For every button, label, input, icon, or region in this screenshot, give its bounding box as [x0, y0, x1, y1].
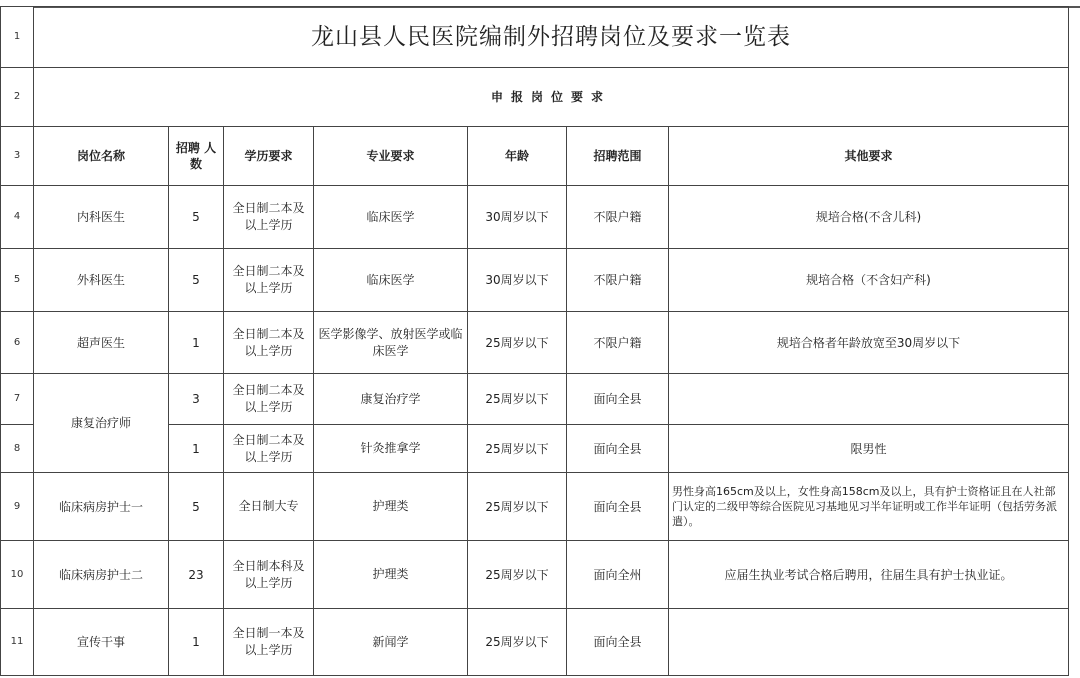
header-age[interactable]: 年龄	[468, 127, 567, 186]
cell-major[interactable]: 康复治疗学	[314, 374, 468, 425]
cell-name[interactable]: 外科医生	[34, 249, 169, 312]
cell-other[interactable]	[669, 609, 1069, 676]
cell-other[interactable]: 规培合格(不含儿科)	[669, 186, 1069, 249]
header-count[interactable]: 招聘 人数	[169, 127, 224, 186]
cell-edu[interactable]: 全日制二本及以上学历	[224, 249, 314, 312]
row-number[interactable]: 5	[1, 249, 34, 312]
row-number[interactable]: 10	[1, 541, 34, 609]
table-row	[1, 312, 1069, 374]
page-title[interactable]: 龙山县人民医院编制外招聘岗位及要求一览表	[34, 7, 1069, 68]
cell-count[interactable]: 3	[169, 374, 224, 425]
cell-count[interactable]: 5	[169, 473, 224, 541]
cell-scope[interactable]: 面向全县	[567, 473, 669, 541]
table-row	[1, 249, 1069, 312]
cell-edu[interactable]: 全日制二本及以上学历	[224, 425, 314, 473]
cell-major[interactable]: 护理类	[314, 473, 468, 541]
cell-other[interactable]: 男性身高165cm及以上，女性身高158cm及以上，具有护士资格证且在人社部门认定的二级甲等综合医院见习基地见习半年证明或工作半年证明（包括劳务派遣）。	[669, 473, 1069, 541]
cell-name[interactable]: 临床病房护士二	[34, 541, 169, 609]
cell-other[interactable]: 限男性	[669, 425, 1069, 473]
cell-count[interactable]: 23	[169, 541, 224, 609]
cell-age[interactable]: 30周岁以下	[468, 186, 567, 249]
cell-age[interactable]: 25周岁以下	[468, 609, 567, 676]
cell-age[interactable]: 25周岁以下	[468, 473, 567, 541]
table-row	[1, 374, 1069, 425]
cell-major[interactable]: 新闻学	[314, 609, 468, 676]
row-number[interactable]: 6	[1, 312, 34, 374]
header-scope[interactable]: 招聘范围	[567, 127, 669, 186]
row-number[interactable]: 2	[1, 68, 34, 127]
subtitle[interactable]: 申报岗位要求	[34, 68, 1069, 127]
cell-edu[interactable]: 全日制二本及以上学历	[224, 374, 314, 425]
cell-other[interactable]: 应届生执业考试合格后聘用，往届生具有护士执业证。	[669, 541, 1069, 609]
row-number[interactable]: 3	[1, 127, 34, 186]
cell-major[interactable]: 临床医学	[314, 249, 468, 312]
cell-name[interactable]: 内科医生	[34, 186, 169, 249]
cell-age[interactable]: 25周岁以下	[468, 374, 567, 425]
header-edu[interactable]: 学历要求	[224, 127, 314, 186]
row-number[interactable]: 1	[1, 7, 34, 68]
cell-scope[interactable]: 面向全县	[567, 609, 669, 676]
cell-count[interactable]: 5	[169, 186, 224, 249]
recruitment-table	[0, 6, 1069, 676]
cell-name[interactable]: 康复治疗师	[34, 374, 169, 473]
cell-name[interactable]: 超声医生	[34, 312, 169, 374]
cell-other[interactable]: 规培合格者年龄放宽至30周岁以下	[669, 312, 1069, 374]
row-number[interactable]: 8	[1, 425, 34, 473]
cell-age[interactable]: 25周岁以下	[468, 425, 567, 473]
cell-scope[interactable]: 不限户籍	[567, 312, 669, 374]
cell-count[interactable]: 1	[169, 312, 224, 374]
cell-name[interactable]: 临床病房护士一	[34, 473, 169, 541]
cell-major[interactable]: 护理类	[314, 541, 468, 609]
cell-scope[interactable]: 不限户籍	[567, 249, 669, 312]
cell-age[interactable]: 25周岁以下	[468, 312, 567, 374]
cell-other[interactable]: 规培合格（不含妇产科)	[669, 249, 1069, 312]
table-row	[1, 473, 1069, 541]
cell-count[interactable]: 1	[169, 425, 224, 473]
row-number[interactable]: 7	[1, 374, 34, 425]
header-name[interactable]: 岗位名称	[34, 127, 169, 186]
cell-edu[interactable]: 全日制大专	[224, 473, 314, 541]
table-row	[1, 186, 1069, 249]
cell-edu[interactable]: 全日制二本及以上学历	[224, 312, 314, 374]
cell-edu[interactable]: 全日制二本及以上学历	[224, 186, 314, 249]
cell-scope[interactable]: 不限户籍	[567, 186, 669, 249]
cell-scope[interactable]: 面向全县	[567, 425, 669, 473]
cell-edu[interactable]: 全日制一本及以上学历	[224, 609, 314, 676]
cell-scope[interactable]: 面向全县	[567, 374, 669, 425]
cell-age[interactable]: 30周岁以下	[468, 249, 567, 312]
row-number[interactable]: 4	[1, 186, 34, 249]
table-row	[1, 609, 1069, 676]
cell-edu[interactable]: 全日制本科及以上学历	[224, 541, 314, 609]
cell-count[interactable]: 5	[169, 249, 224, 312]
cell-count[interactable]: 1	[169, 609, 224, 676]
header-major[interactable]: 专业要求	[314, 127, 468, 186]
row-number[interactable]: 11	[1, 609, 34, 676]
table-row	[1, 541, 1069, 609]
header-other[interactable]: 其他要求	[669, 127, 1069, 186]
cell-other[interactable]	[669, 374, 1069, 425]
cell-age[interactable]: 25周岁以下	[468, 541, 567, 609]
cell-name[interactable]: 宣传干事	[34, 609, 169, 676]
cell-major[interactable]: 医学影像学、放射医学或临床医学	[314, 312, 468, 374]
cell-major[interactable]: 针灸推拿学	[314, 425, 468, 473]
row-number[interactable]: 9	[1, 473, 34, 541]
cell-scope[interactable]: 面向全州	[567, 541, 669, 609]
cell-major[interactable]: 临床医学	[314, 186, 468, 249]
